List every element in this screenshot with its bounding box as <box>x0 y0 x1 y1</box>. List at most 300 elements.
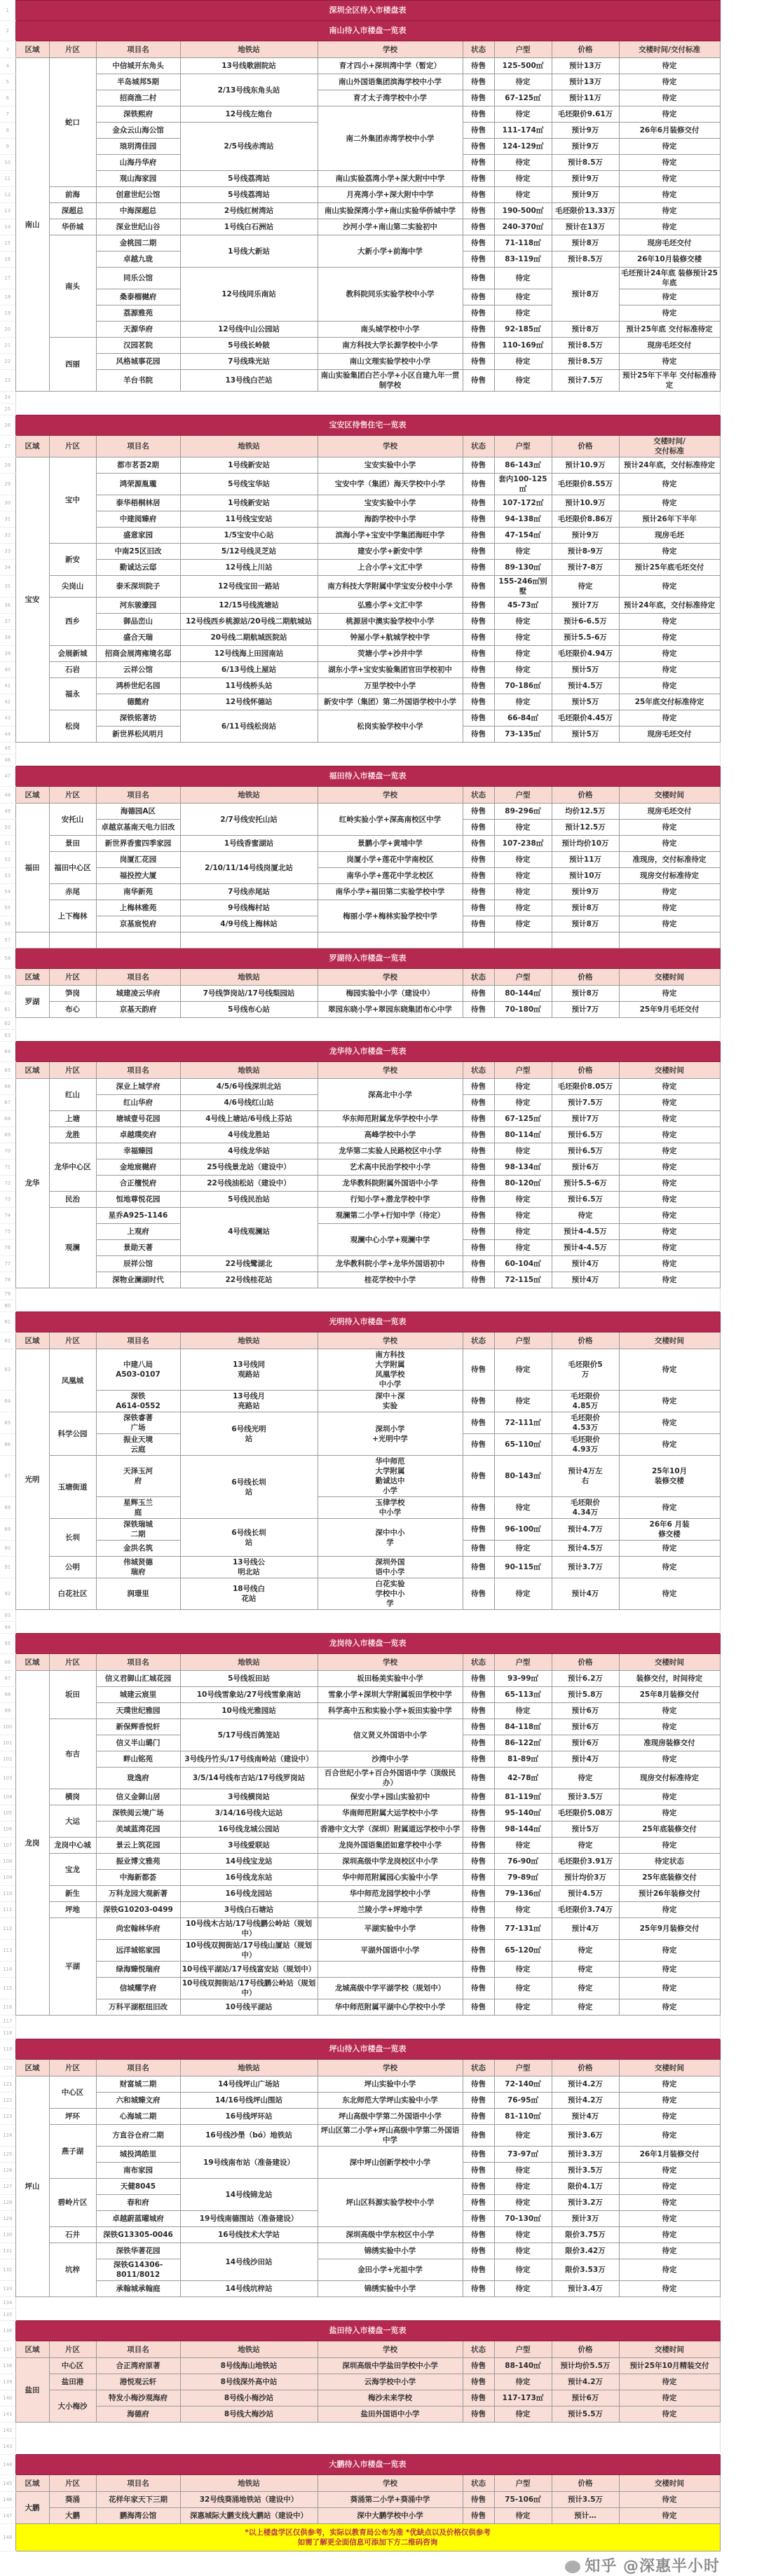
section-title-row <box>0 1312 720 1332</box>
school-cell: 南山外国语集团滨海学校中小学 <box>318 74 463 90</box>
section-title: 龙华待入市楼盘一览表 <box>15 1042 720 1062</box>
row-number: 13 <box>0 203 15 219</box>
status-cell: 待售 <box>463 495 494 511</box>
status-cell: 待售 <box>463 106 494 123</box>
section-title-row <box>0 2455 720 2475</box>
price-cell: 毛坯限价8.86万 <box>552 511 619 528</box>
delivery-time-cell: 待定 <box>619 2211 720 2227</box>
project-name-cell: 金桃园二期 <box>96 235 180 252</box>
delivery-time-cell: 待定 <box>619 1703 720 1719</box>
table-row <box>0 2179 720 2195</box>
metro-station-cell: 14号线宝龙站 <box>180 1854 318 1870</box>
status-cell: 待售 <box>463 1434 494 1456</box>
subarea-cell: 新安 <box>49 544 96 576</box>
row-number: 4 <box>0 58 15 74</box>
row-number: 44 <box>0 726 15 743</box>
project-name-cell: 深业世纪山谷 <box>96 219 180 235</box>
table-row <box>0 678 720 694</box>
row-number: 27 <box>0 436 15 457</box>
row-number: 96 <box>0 1654 15 1671</box>
column-header-school: 学校 <box>318 1654 463 1671</box>
table-row <box>0 219 720 235</box>
unit-size-cell: 待定 <box>494 187 552 203</box>
status-cell: 待售 <box>463 1391 494 1412</box>
column-header-price: 价格 <box>552 2341 619 2358</box>
row-number: 112 <box>0 1918 15 1940</box>
price-cell: 预计7万 <box>552 598 619 614</box>
school-cell: 玉律学校 中小学 <box>318 1497 463 1519</box>
delivery-time-cell: 待定 <box>619 2492 720 2508</box>
status-cell: 待售 <box>463 630 494 646</box>
delivery-time-cell: 待定 <box>619 900 720 916</box>
column-header-subarea: 片区 <box>49 1332 96 1349</box>
row-number: 148 <box>0 2524 15 2551</box>
sheet-title-row <box>0 1 720 21</box>
section-title-row <box>0 949 720 969</box>
column-header-school: 学校 <box>318 1062 463 1079</box>
school-cell: 南二外集团赤湾学校中小学 <box>318 106 463 171</box>
project-name-cell: 卓越九珑 <box>96 252 180 268</box>
price-cell: 待定 <box>552 1962 619 1978</box>
status-cell: 待售 <box>463 1192 494 1208</box>
column-header-row <box>0 1654 720 1671</box>
school-cell: 沙河小学+南山第二实验初中 <box>318 219 463 235</box>
row-number: 118 <box>0 2027 15 2039</box>
status-cell: 待售 <box>463 694 494 710</box>
column-header-unit-size: 户型 <box>494 436 552 457</box>
row-number: 14 <box>0 219 15 235</box>
metro-station-cell: 14号线锦龙站 <box>180 2179 318 2211</box>
blank-row <box>0 1018 720 1030</box>
status-cell: 待售 <box>463 836 494 852</box>
price-cell: 预计4万 <box>552 1918 619 1940</box>
table-row <box>0 511 720 528</box>
price-cell: 预计11万 <box>552 852 619 868</box>
unit-size-cell: 81-119㎡ <box>494 1789 552 1805</box>
delivery-time-cell: 装修交付，时间待定 <box>619 1671 720 1687</box>
school-cell: 锦绣实验中小学 <box>318 2243 463 2259</box>
project-name-cell: 中信城开东角头 <box>96 58 180 74</box>
price-cell: 预计6.5万 <box>552 1143 619 1159</box>
metro-station-cell: 10号线雪象站/27号线雪象南站 <box>180 1687 318 1703</box>
column-header-price: 价格 <box>552 787 619 804</box>
price-cell: 预计3.4万 <box>552 2281 619 2297</box>
school-cell: 宝安实验中小学 <box>318 457 463 474</box>
table-row <box>0 187 720 203</box>
metro-station-cell: 13号线白芒站 <box>180 370 318 392</box>
unit-size-cell: 待定 <box>494 2243 552 2259</box>
unit-size-cell: 77-131㎡ <box>494 1918 552 1940</box>
unit-size-cell: 65-120㎡ <box>494 1940 552 1962</box>
delivery-time-cell: 现房毛坯交付 <box>619 804 720 820</box>
delivery-time-cell: 待定 <box>619 2374 720 2390</box>
status-cell: 待售 <box>463 1412 494 1434</box>
unit-size-cell: 95-140㎡ <box>494 1805 552 1821</box>
project-name-cell: 中海新都荟 <box>96 1870 180 1886</box>
unit-size-cell: 65-110㎡ <box>494 1434 552 1456</box>
unit-size-cell: 待定 <box>494 1095 552 1111</box>
row-number: 35 <box>0 576 15 598</box>
school-cell: 华南师范附属大运学校中小学 <box>318 1805 463 1821</box>
unit-size-cell: 60-104㎡ <box>494 1256 552 1272</box>
project-name-cell: 星辉玉兰 庭 <box>96 1497 180 1519</box>
subarea-cell: 白花社区 <box>49 1578 96 1610</box>
column-header-project-name: 项目名 <box>96 1654 180 1671</box>
school-cell: 桃源居中澳实验学校中小学 <box>318 614 463 630</box>
row-number: 61 <box>0 1002 15 1018</box>
status-cell: 待售 <box>463 474 494 495</box>
unit-size-cell: 待定 <box>494 1838 552 1854</box>
project-name-cell: 六和城臻文府 <box>96 2093 180 2109</box>
column-header-price: 价格 <box>552 1332 619 1349</box>
price-cell: 预计5万 <box>552 1821 619 1838</box>
metro-station-cell: 3号线白石塘站 <box>180 1902 318 1918</box>
blank-cell <box>15 1030 720 1042</box>
unit-size-cell: 73-97㎡ <box>494 2147 552 2163</box>
status-cell: 待售 <box>463 338 494 354</box>
column-header-status: 状态 <box>463 2060 494 2076</box>
row-number: 132 <box>0 2259 15 2281</box>
metro-station-cell: 13号线月 亮路站 <box>180 1391 318 1412</box>
project-name-cell: 港悦观云轩 <box>96 2374 180 2390</box>
school-cell: 深中＋深 实验 <box>318 1391 463 1412</box>
price-cell: 待定 <box>552 1838 619 1854</box>
row-number: 140 <box>0 2390 15 2406</box>
metro-station-cell: 3号线横岗站 <box>180 1789 318 1805</box>
blank-row <box>0 2027 720 2039</box>
project-name-cell: 中建阅臻府 <box>96 511 180 528</box>
column-header-project-name: 项目名 <box>96 2341 180 2358</box>
table-row <box>0 322 720 338</box>
row-number: 12 <box>0 187 15 203</box>
table-row <box>0 90 720 106</box>
column-header-school: 学校 <box>318 436 463 457</box>
column-header-school: 学校 <box>318 2475 463 2492</box>
delivery-time-cell: 待定 <box>619 1999 720 2016</box>
price-cell: 预计4.2万 <box>552 2374 619 2390</box>
blank-cell <box>15 1018 720 1030</box>
section-title-row <box>0 2039 720 2060</box>
column-header-metro-station: 地铁站 <box>180 1062 318 1079</box>
school-cell: 景鹏小学+黄埔中学 <box>318 836 463 852</box>
school-cell: 龙岗外国语集团如意学校中小学 <box>318 1838 463 1854</box>
status-cell: 待售 <box>463 986 494 1002</box>
price-cell: 预计4.5万 <box>552 678 619 694</box>
row-number: 39 <box>0 646 15 662</box>
row-number: 129 <box>0 2211 15 2227</box>
column-header-delivery-time: 交楼时间 <box>619 969 720 986</box>
unit-size-cell: 88-140㎡ <box>494 2358 552 2374</box>
delivery-time-cell: 待定 <box>619 155 720 171</box>
table-row <box>0 1391 720 1412</box>
price-cell: 预计5万 <box>552 726 619 743</box>
unit-size-cell: 80-114㎡ <box>494 1127 552 1143</box>
school-cell: 坂田杨美实验中小学 <box>318 1671 463 1687</box>
status-cell: 待售 <box>463 1240 494 1256</box>
metro-station-cell: 6/11号线松岗站 <box>180 710 318 743</box>
project-name-cell: 鸿荣源胤瓏 <box>96 474 180 495</box>
table-row <box>0 1412 720 1434</box>
project-name-cell: 创意世纪公馆 <box>96 187 180 203</box>
row-number: 45 <box>0 743 15 755</box>
price-cell: 预计11万 <box>552 90 619 106</box>
metro-station-cell: 7号线珠光站 <box>180 354 318 370</box>
delivery-time-cell: 待定 <box>619 2093 720 2109</box>
project-name-cell: 羊台书院 <box>96 370 180 392</box>
school-cell: 艺术高中民治学校中小学 <box>318 1159 463 1176</box>
subarea-cell: 宝中 <box>49 457 96 544</box>
column-header-subarea: 片区 <box>49 1654 96 1671</box>
table-row <box>0 1111 720 1127</box>
project-name-cell: 尚宏翰林华府 <box>96 1918 180 1940</box>
metro-station-cell: 16号线龙东站 <box>180 1870 318 1886</box>
unit-size-cell: 待定 <box>494 1192 552 1208</box>
delivery-time-cell: 待定 <box>619 1412 720 1434</box>
blank-row <box>0 2423 720 2439</box>
row-number: 6 <box>0 90 15 106</box>
unit-size-cell: 96-100㎡ <box>494 1519 552 1541</box>
status-cell: 待售 <box>463 1143 494 1159</box>
price-cell: 预计4万 <box>552 2109 619 2125</box>
project-name-cell: 新世界松风明月 <box>96 726 180 743</box>
blank-cell <box>15 2027 720 2039</box>
delivery-time-cell: 待定 <box>619 187 720 203</box>
project-name-cell: 山海丹华府 <box>96 155 180 171</box>
unit-size-cell: 待定 <box>494 1978 552 1999</box>
unit-size-cell: 待定 <box>494 1703 552 1719</box>
column-header-price: 价格 <box>552 41 619 58</box>
school-cell: 深中中小 学 <box>318 1519 463 1557</box>
unit-size-cell: 84-118㎡ <box>494 1719 552 1735</box>
price-cell: 限价3.53万 <box>552 2259 619 2281</box>
metro-station-cell: 12号线怀德站 <box>180 694 318 710</box>
delivery-time-cell: 待定 <box>619 614 720 630</box>
status-cell: 待售 <box>463 2163 494 2179</box>
row-number: 100 <box>0 1719 15 1735</box>
delivery-time-cell: 待定 <box>619 1557 720 1578</box>
project-name-cell: 万科龙园大观新著 <box>96 1886 180 1902</box>
delivery-time-cell: 预计24年底，交付标准待定 <box>619 598 720 614</box>
blank-row <box>0 1288 720 1300</box>
row-number: 38 <box>0 630 15 646</box>
school-cell: 梅沙未来学校 <box>318 2390 463 2406</box>
unit-size-cell: 待定 <box>494 852 552 868</box>
school-cell: 锦绣实验中小学 <box>318 2281 463 2297</box>
unit-size-cell: 86-143㎡ <box>494 457 552 474</box>
table-row <box>0 1768 720 1789</box>
metro-station-cell: 1号线大新站 <box>180 235 318 268</box>
delivery-time-cell: 待定 <box>619 1127 720 1143</box>
unit-size-cell: 待定 <box>494 1349 552 1391</box>
subarea-cell: 南头 <box>49 235 96 338</box>
row-number: 65 <box>0 1062 15 1079</box>
unit-size-cell: 待定 <box>494 74 552 90</box>
school-cell: 深圳高级中学龙岗校区中小学 <box>318 1854 463 1870</box>
metro-station-cell: 14号线坑梓站 <box>180 2281 318 2297</box>
table-row <box>0 1854 720 1870</box>
column-header-row <box>0 1062 720 1079</box>
delivery-time-cell: 待定 <box>619 90 720 106</box>
price-cell: 预计7.5万 <box>552 1095 619 1111</box>
section-title: 深圳全区待入市楼盘表 <box>15 1 720 21</box>
delivery-time-cell: 现房毛坯 <box>619 528 720 544</box>
project-name-cell: 深铁睿著 广场 <box>96 1412 180 1434</box>
status-cell: 待售 <box>463 171 494 187</box>
table-row <box>0 804 720 820</box>
unit-size-cell: 47-154㎡ <box>494 528 552 544</box>
unit-size-cell: 72-140㎡ <box>494 2076 552 2093</box>
price-cell: 毛坯限价4.94万 <box>552 646 619 662</box>
column-header-delivery-time: 交楼时间 <box>619 2475 720 2492</box>
delivery-time-cell: 待定 <box>619 1159 720 1176</box>
unit-size-cell: 93-99㎡ <box>494 1671 552 1687</box>
metro-station-cell: 10号线双拥街站/17号线鹏公岭站（规划中） <box>180 1978 318 1999</box>
metro-station-cell: 12号线西乡桃源站/20号线二期航城站 <box>180 614 318 630</box>
subarea-cell: 上下梅林 <box>49 900 96 932</box>
metro-station-cell: 深惠城际大鹏支线大鹏站（建设中） <box>180 2508 318 2524</box>
delivery-time-cell: 待定 <box>619 2259 720 2281</box>
row-number: 8 <box>0 123 15 139</box>
subarea-cell: 坂田 <box>49 1671 96 1719</box>
unit-size-cell: 待定 <box>494 614 552 630</box>
column-header-row <box>0 1332 720 1349</box>
metro-station-cell: 4号线观澜站 <box>180 1208 318 1256</box>
unit-size-cell: 待定 <box>494 1391 552 1412</box>
status-cell: 待售 <box>463 1870 494 1886</box>
delivery-time-cell: 待定 <box>619 106 720 123</box>
status-cell: 待售 <box>463 576 494 598</box>
metro-station-cell: 16号线龙城公园站 <box>180 1821 318 1838</box>
column-header-price: 价格 <box>552 1062 619 1079</box>
price-cell: 预计5万 <box>552 662 619 678</box>
unit-size-cell: 98-134㎡ <box>494 1159 552 1176</box>
unit-size-cell: 155-246㎡别墅 <box>494 576 552 598</box>
column-header-district: 区域 <box>15 2341 49 2358</box>
unit-size-cell: 86-122㎡ <box>494 1735 552 1751</box>
project-name-cell: 天源华府 <box>96 322 180 338</box>
subarea-cell: 龙华中心区 <box>49 1143 96 1192</box>
metro-station-cell: 13号线公 明北站 <box>180 1557 318 1578</box>
project-name-cell: 振业天境 云庭 <box>96 1434 180 1456</box>
blank-row <box>0 2016 720 2027</box>
school-cell: 科学高中五和实验小学+坂田实验中学 <box>318 1703 463 1719</box>
project-name-cell: 深铁G10203-0499 <box>96 1902 180 1918</box>
delivery-time-cell: 准现房装修交付 <box>619 1735 720 1751</box>
unit-size-cell: 待定 <box>494 1224 552 1240</box>
delivery-time-cell: 待定 <box>619 1079 720 1095</box>
metro-station-cell: 11号线桥头站 <box>180 678 318 694</box>
delivery-time-cell: 待定 <box>619 1719 720 1735</box>
status-cell: 待售 <box>463 1095 494 1111</box>
price-cell: 预计13万 <box>552 74 619 90</box>
unit-size-cell: 45-73㎡ <box>494 598 552 614</box>
column-header-subarea: 片区 <box>49 41 96 58</box>
subarea-cell: 西丽 <box>49 338 96 392</box>
metro-station-cell: 14号线沙田站 <box>180 2243 318 2281</box>
metro-station-cell: 19号线南德围站（准备建设） <box>180 2211 318 2227</box>
unit-size-cell: 98-144㎡ <box>494 1821 552 1838</box>
row-number: 86 <box>0 1434 15 1456</box>
project-name-cell: 畔山铭苑 <box>96 1751 180 1768</box>
subarea-cell: 碧岭片区 <box>49 2179 96 2227</box>
price-cell: 预计7万 <box>552 1002 619 1018</box>
row-number: 21 <box>0 338 15 354</box>
metro-station-cell: 10号线双拥街站/17号线山厦站（规划中） <box>180 1940 318 1962</box>
project-name-cell: 伟城贤德 瑞府 <box>96 1557 180 1578</box>
school-cell: 弘雅小学+文汇中学 <box>318 598 463 614</box>
row-number: 40 <box>0 662 15 678</box>
unit-size-cell: 待定 <box>494 900 552 916</box>
price-cell: 预计6万 <box>552 1703 619 1719</box>
empty-cell <box>552 932 619 949</box>
school-cell: 华中师范附属平湖中心学校中小学 <box>318 1999 463 2016</box>
table-row <box>0 646 720 662</box>
delivery-time-cell: 准现房，交付标准待定 <box>619 852 720 868</box>
metro-station-cell: 5号线坂田站 <box>180 1671 318 1687</box>
blank-row <box>0 755 720 766</box>
subarea-cell: 布心 <box>49 1002 96 1018</box>
blank-row <box>0 743 720 755</box>
blank-cell <box>15 1288 720 1300</box>
row-number: 128 <box>0 2195 15 2211</box>
status-cell: 待售 <box>463 1886 494 1902</box>
project-name-cell: 德懿府 <box>96 694 180 710</box>
price-cell: 预计9万 <box>552 884 619 900</box>
unit-size-cell: 套内100-125㎡ <box>494 474 552 495</box>
delivery-time-cell: 预计25年10月精装交付 <box>619 2358 720 2374</box>
subarea-cell: 深超总 <box>49 203 96 219</box>
metro-station-cell: 10号线平湖站 <box>180 1999 318 2016</box>
school-cell: 湖东小学+宝安实验集团官田学校初中 <box>318 662 463 678</box>
project-name-cell: 承翰城承翰庭 <box>96 2281 180 2297</box>
price-cell: 预计5.5-6万 <box>552 630 619 646</box>
metro-station-cell: 18号线白 花站 <box>180 1578 318 1610</box>
column-header-delivery-time: 交楼时间 <box>619 1332 720 1349</box>
status-cell: 待售 <box>463 1519 494 1541</box>
school-cell: 保安小学+园山实验初中 <box>318 1789 463 1805</box>
row-number: 93 <box>0 1610 15 1622</box>
unit-size-cell: 66-84㎡ <box>494 710 552 726</box>
delivery-time-cell: 26年1月装修交付 <box>619 2147 720 2163</box>
status-cell: 待售 <box>463 598 494 614</box>
unit-size-cell: 42-78㎡ <box>494 1768 552 1789</box>
metro-station-cell: 12号线同乐南站 <box>180 268 318 322</box>
delivery-time-cell: 待定 <box>619 1497 720 1519</box>
project-name-cell: 新世界香蜜四季家园 <box>96 836 180 852</box>
table-row <box>0 852 720 868</box>
column-header-metro-station: 地铁站 <box>180 2341 318 2358</box>
delivery-time-cell: 待定 <box>619 646 720 662</box>
unit-size-cell: 待定 <box>494 2227 552 2243</box>
price-cell: 预计8万 <box>552 268 619 322</box>
metro-station-cell: 2/5号线赤湾站 <box>180 123 318 171</box>
column-header-unit-size: 户型 <box>494 969 552 986</box>
row-number: 80 <box>0 1300 15 1312</box>
project-name-cell: 信义君御山汇城花园 <box>96 1671 180 1687</box>
column-header-project-name: 项目名 <box>96 787 180 804</box>
row-number: 144 <box>0 2455 15 2475</box>
project-name-cell: 景云上筑花园 <box>96 1838 180 1854</box>
metro-station-cell: 6号线长圳 站 <box>180 1456 318 1519</box>
price-cell: 预计4.7万 <box>552 1519 619 1541</box>
project-name-cell: 观山海家园 <box>96 171 180 187</box>
section-title: 光明待入市楼盘一览表 <box>15 1312 720 1332</box>
delivery-time-cell: 待定 <box>619 289 720 305</box>
delivery-time-cell: 待定 <box>619 1578 720 1610</box>
delivery-time-cell: 待定 <box>619 2109 720 2125</box>
column-header-school: 学校 <box>318 2341 463 2358</box>
status-cell: 待售 <box>463 1768 494 1789</box>
